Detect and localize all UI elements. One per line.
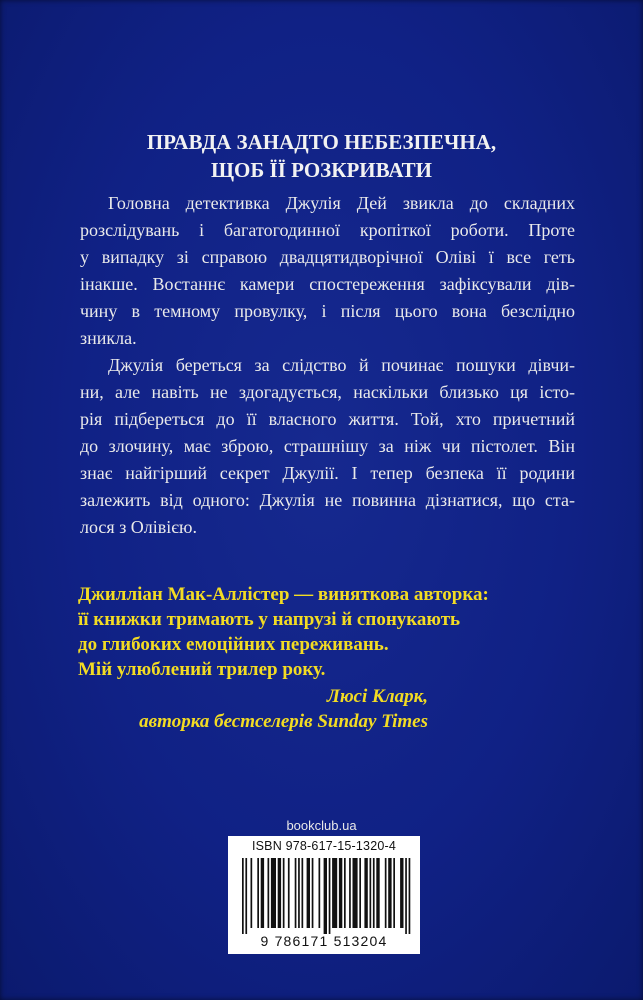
quote-line: до глибоких емоційних переживань. (78, 634, 389, 655)
barcode-label (228, 836, 420, 954)
quote-line: її книжки тримають у напрузі й спонукають (78, 609, 461, 630)
barcode-bar (353, 858, 358, 928)
synopsis-paragraph-2 (80, 352, 575, 541)
paragraph-line: залежить від одного: Джулія не повинна дізнатися, що ста- (80, 490, 575, 510)
barcode-bar (349, 858, 351, 928)
paragraph-line: зникла. (80, 328, 137, 348)
heading-line-1: ПРАВДА ЗАНАДТО НЕБЕЗПЕЧНА, (146, 130, 497, 154)
quote-attribution (139, 684, 428, 734)
barcode-bar (319, 858, 321, 928)
barcode-bar (344, 858, 346, 928)
barcode-bar (261, 858, 264, 928)
cover-heading (0, 128, 643, 184)
barcode-bar (288, 858, 290, 928)
quote-line: Джиллiан Мак-Аллiстер — винятковa авторка: (78, 584, 489, 605)
synopsis-paragraph-1 (80, 190, 575, 352)
barcode-bar (295, 858, 297, 928)
barcode-bar (339, 858, 342, 928)
publisher-website: bookclub.ua (286, 818, 357, 833)
barcode-bar (329, 858, 331, 934)
heading-line-2: ЩОБ ЇЇ РОЗКРИВАТИ (211, 158, 432, 182)
barcode-bar (393, 858, 395, 928)
barcode-bar (373, 858, 375, 928)
barcode-bar (385, 858, 387, 928)
barcode-bar (405, 858, 407, 934)
barcode-bar (307, 858, 310, 928)
barcode-bar (302, 858, 304, 928)
paragraph-line: Головна детективка Джулія Дей звикла до складних (108, 193, 575, 213)
attribution-name: Люсі Кларк, (326, 686, 428, 707)
paragraph-line: рія підбереться до її власного життя. Той, хто причетний (80, 409, 575, 429)
barcode-bar (278, 858, 281, 928)
barcode-bar (268, 858, 270, 928)
isbn-number: ISBN 978-617-15-1320-4 (251, 839, 397, 853)
review-quote (78, 582, 538, 682)
barcode-bar (271, 858, 276, 928)
barcode-bar (376, 858, 379, 928)
barcode-bar (251, 858, 253, 928)
paragraph-line: лося з Олівією. (80, 517, 197, 537)
barcode-bar (332, 858, 337, 928)
paragraph-line: у випадку зі справою двадцятидворічної Оліві ї все геть (80, 247, 575, 267)
paragraph-line: ни, але навіть не здогадується, наскільки близько ця істо- (80, 382, 575, 402)
barcode-bar (245, 858, 247, 934)
quote-line: Мій улюблений трилер року. (78, 659, 326, 680)
barcode-bar (359, 858, 361, 928)
barcode-bar (364, 858, 367, 928)
barcode-bar (298, 858, 300, 928)
attribution-title: авторка бестселерів Sunday Times (139, 711, 428, 732)
barcode-bar (370, 858, 372, 928)
barcode-bar (312, 858, 314, 928)
paragraph-line: Джулія береться за слідство й починає пошуки дівчи- (108, 355, 575, 375)
barcode-bar (283, 858, 285, 928)
paragraph-line: чину в темному провулку, і після цього вона безслідно (80, 301, 575, 321)
paragraph-line: розслідувань і багатогодинної кропіткої роботи. Проте (80, 220, 575, 240)
paragraph-line: інакше. Востаннє камери спостереження зафіксували дів- (80, 274, 575, 294)
paragraph-line: до злочину, має зброю, страшнішу за ніж чи пістолет. Він (80, 436, 575, 456)
barcode-bar (409, 858, 411, 934)
barcode-bar (257, 858, 259, 928)
barcode-bar (400, 858, 403, 928)
barcode-bar (324, 858, 327, 934)
barcode-bar (388, 858, 391, 928)
paragraph-line: знає найгірший секрет Джулії. І тепер безпека її родини (80, 463, 575, 483)
barcode-image (242, 858, 412, 934)
barcode-bar (242, 858, 244, 934)
barcode-digits: 9 786171 513204 (260, 933, 388, 949)
